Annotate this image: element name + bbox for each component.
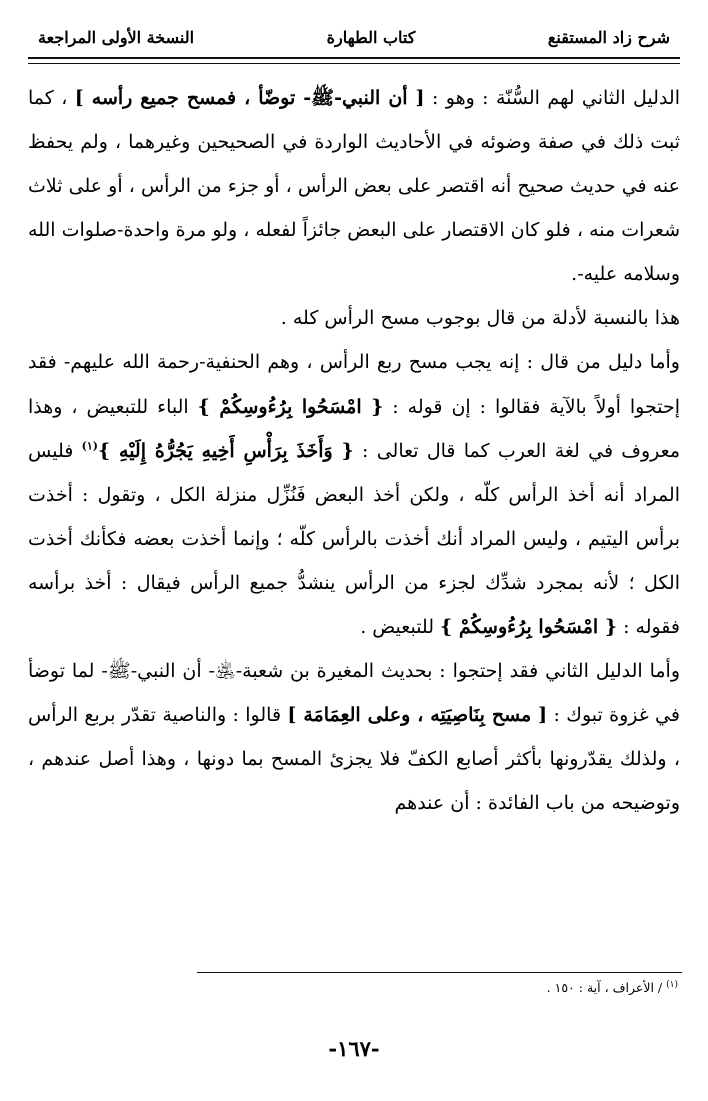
- quoted-text: { امْسَحُوا بِرُءُوسِكُمْ }: [440, 615, 618, 638]
- body-run: فليس المراد أنه أخذ الرأس كلّه ، ولكن أخذ البعض فَنُزِّل منزلة الكل ، وتقول : أخذت برأس اليتيم ، وليس المراد أنك أخذت بالرأس كلّه ؛ وإنما أخذت بعضه فكأنك أخذت الكل ؛ لأنه بمجرد شدِّك لجزء من الرأس ينشدُّ جميع الرأس فيقال : أخذ برأسه فقوله :: [28, 439, 680, 638]
- body-run: الدليل الثاني لهم السُّنّة : وهو :: [424, 87, 680, 109]
- header-book-title: شرح زاد المستقنع: [547, 28, 670, 47]
- quoted-text: [ مسح بِنَاصِيَتِه ، وعلى العِمَامَة ]: [287, 704, 548, 727]
- body-run: وأما الدليل الثاني فقد إحتجوا : بحديث المغيرة بن شعبة-﵁- أن النبي-ﷺ- لما توضأ في غزوة تبوك :: [28, 660, 680, 727]
- paragraph: [28, 340, 680, 649]
- body-run: وأما دليل من قال : إنه يجب مسح ربع الرأس ، وهم الحنفية-رحمة الله عليهم- فقد إحتجوا أولاً بالآية فقالوا : إن قوله :: [28, 351, 681, 418]
- header-edition-note: النسخة الأولى المراجعة: [38, 28, 195, 47]
- footnote-marker: (١): [666, 979, 678, 990]
- quoted-text: { وَأَخَذَ بِرَأْسِ أَخِيهِ يَجُرُّهُ إِلَيْهِ }: [97, 439, 354, 462]
- footnote-text: / الأعراف ، آية : ١٥٠ .: [546, 980, 667, 995]
- header-chapter-title: كتاب الطهارة: [326, 28, 416, 47]
- quoted-text: { امْسَحُوا بِرُءُوسِكُمْ }: [197, 395, 384, 418]
- footnote-area: [26, 972, 682, 995]
- body-run: للتبعيض .: [360, 615, 441, 638]
- quoted-text: [ أن النبي-ﷺ- توضّأ ، فمسح جميع رأسه ]: [74, 87, 425, 109]
- footnote-reference: (١): [81, 439, 98, 453]
- header-divider: [28, 57, 680, 64]
- paragraph: [28, 296, 680, 340]
- footnote: [26, 973, 682, 995]
- paragraph: [28, 76, 680, 296]
- body-run: هذا بالنسبة لأدلة من قال بوجوب مسح الرأس كله .: [280, 307, 680, 330]
- body-run: الباء للتبعيض ، وهذا معروف في لغة العرب كما قال تعالى :: [28, 395, 680, 462]
- body-run: ، كما ثبت ذلك في صفة وضوئه في الأحاديث الواردة في الصحيحين وغيرهما ، ولم يحفظ عنه في حديث صحيح أنه اقتصر على بعض الرأس ، أو جزء من الرأس ، أو على ثلاث شعرات منه ، فلو كان الاقتصار على البعض جائزاً لفعله ، ولو مرة واحدة-صلوات الله وسلامه عليه-.: [28, 87, 680, 286]
- paragraph: [28, 649, 680, 825]
- page-number: -١٦٧-: [328, 1036, 380, 1061]
- page-header: [26, 26, 682, 57]
- body-run: قالوا : والناصية تقدّر بربع الرأس ، ولذلك يقدّرونها بأكثر أصابع الكفّ فلا يجزئ المسح بما دونها ، وهذا أصل عندهم ، وتوضيحه من باب الفائدة : أن عندهم: [28, 704, 680, 815]
- body-text: [26, 72, 682, 825]
